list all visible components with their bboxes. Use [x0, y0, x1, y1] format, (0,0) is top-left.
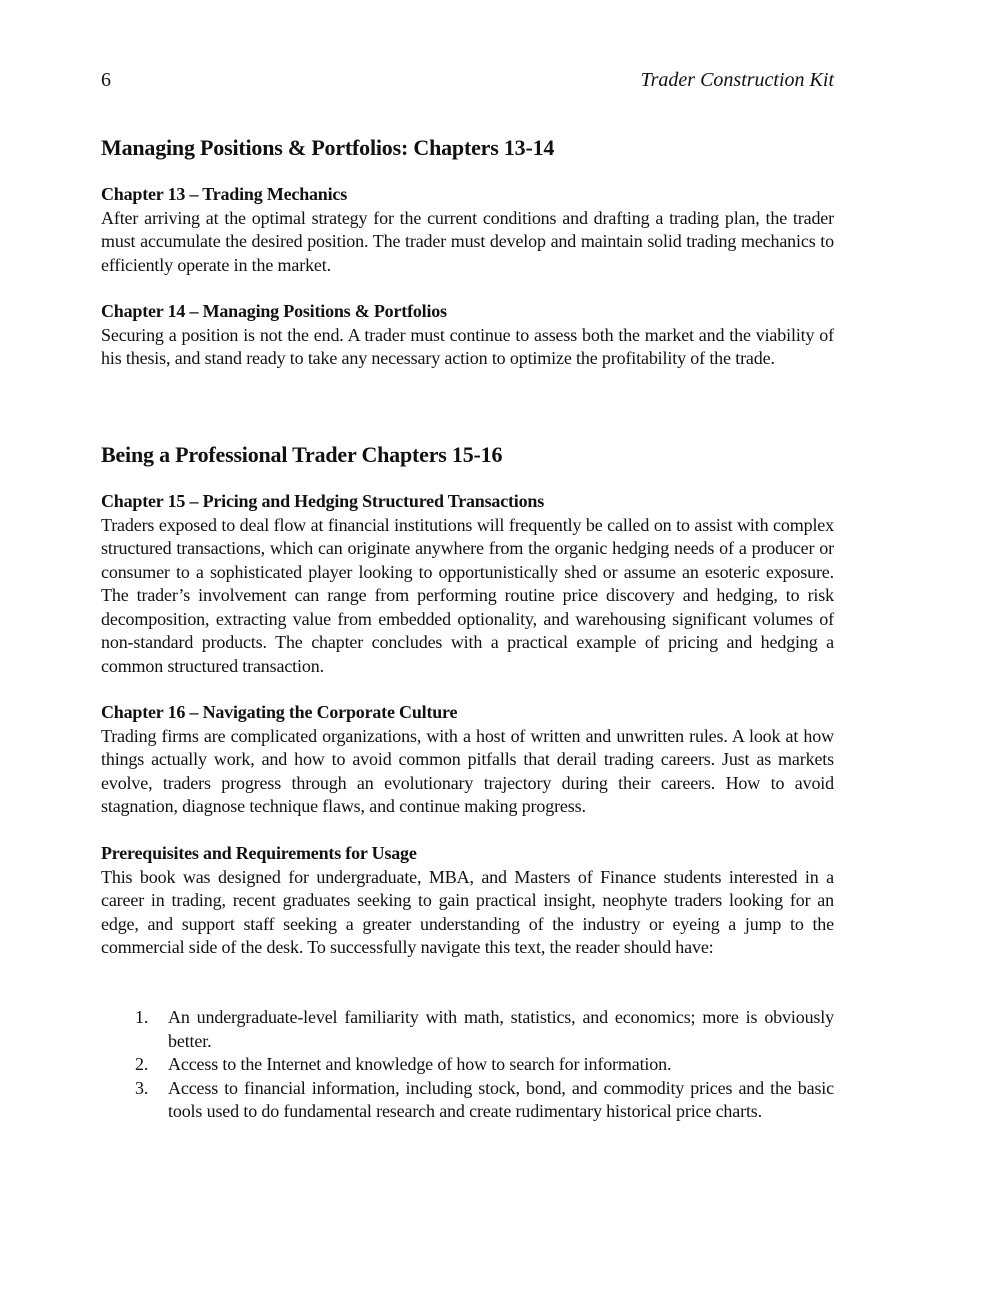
- chapter-14-body: Securing a position is not the end. A trader must continue to assess both the market and the viability of his thesis, and stand ready to take any necessary action to optimize the profitability of the trade.: [101, 324, 834, 368]
- chapter-13-block: [101, 183, 834, 277]
- chapter-16-block: [101, 701, 834, 819]
- running-header: [101, 66, 834, 94]
- chapter-14-block: [101, 300, 834, 371]
- chapter-16-body: Trading firms are complicated organizations, with a host of written and unwritten rules. A look at how things actually work, and how to avoid common pitfalls that derail trading careers. Just as markets evolve, traders progress through an evolutionary trajectory during their careers. How to avoid stagnation, diagnose technique flaws, and continue making progress.: [101, 725, 834, 816]
- chapter-16-title: Chapter 16 – Navigating the Corporate Culture: [101, 702, 458, 722]
- requirement-number: 1.: [135, 1007, 149, 1027]
- requirement-text: Access to financial information, including stock, bond, and commodity prices and the basic tools used to do fundamental research and create rudimentary historical price charts.: [168, 1077, 834, 1121]
- requirement-number: 2.: [135, 1054, 149, 1074]
- requirements-list: [101, 1006, 834, 1124]
- book-title: Trader Construction Kit: [640, 69, 834, 91]
- chapter-15-block: [101, 490, 834, 678]
- requirement-item: [101, 1077, 834, 1124]
- chapter-13-title: Chapter 13 – Trading Mechanics: [101, 184, 348, 204]
- chapter-15-body: Traders exposed to deal flow at financial institutions will frequently be called on to assist with complex structured transactions, which can originate anywhere from the organic hedging needs of a producer or consumer to a sophisticated player looking to opportunistically shed or assume an esoteric exposure. The trader’s involvement can range from performing routine price discovery and hedging, to risk decomposition, extracting value from embedded optionality, and warehousing significant volumes of non-standard products. The chapter concludes with a practical example of pricing and hedging a common structured transaction.: [101, 514, 834, 676]
- requirement-item: [101, 1006, 834, 1053]
- prerequisites-block: [101, 842, 834, 960]
- prerequisites-title: Prerequisites and Requirements for Usage: [101, 843, 417, 863]
- section-heading-managing-positions: Managing Positions & Portfolios: Chapters 13-14: [101, 135, 555, 160]
- requirement-text: Access to the Internet and knowledge of how to search for information.: [168, 1054, 672, 1074]
- section-heading-professional-trader: Being a Professional Trader Chapters 15-16: [101, 442, 503, 467]
- chapter-13-body: After arriving at the optimal strategy for the current conditions and drafting a trading plan, the trader must accumulate the desired position. The trader must develop and maintain solid trading mechanics to efficiently operate in the market.: [101, 207, 834, 275]
- page-number: 6: [101, 69, 111, 91]
- chapter-14-title: Chapter 14 – Managing Positions & Portfolios: [101, 301, 447, 321]
- requirement-text: An undergraduate-level familiarity with math, statistics, and economics; more is obviously better.: [168, 1007, 834, 1051]
- prerequisites-body: This book was designed for undergraduate, MBA, and Masters of Finance students interested in a career in trading, recent graduates seeking to gain practical insight, neophyte traders looking for an edge, and support staff seeking a greater understanding of the industry or eyeing a jump to the commercial side of the desk. To successfully navigate this text, the reader should have:: [101, 866, 834, 957]
- chapter-15-title: Chapter 15 – Pricing and Hedging Structured Transactions: [101, 491, 545, 511]
- requirement-item: [101, 1053, 834, 1077]
- requirement-number: 3.: [135, 1077, 149, 1098]
